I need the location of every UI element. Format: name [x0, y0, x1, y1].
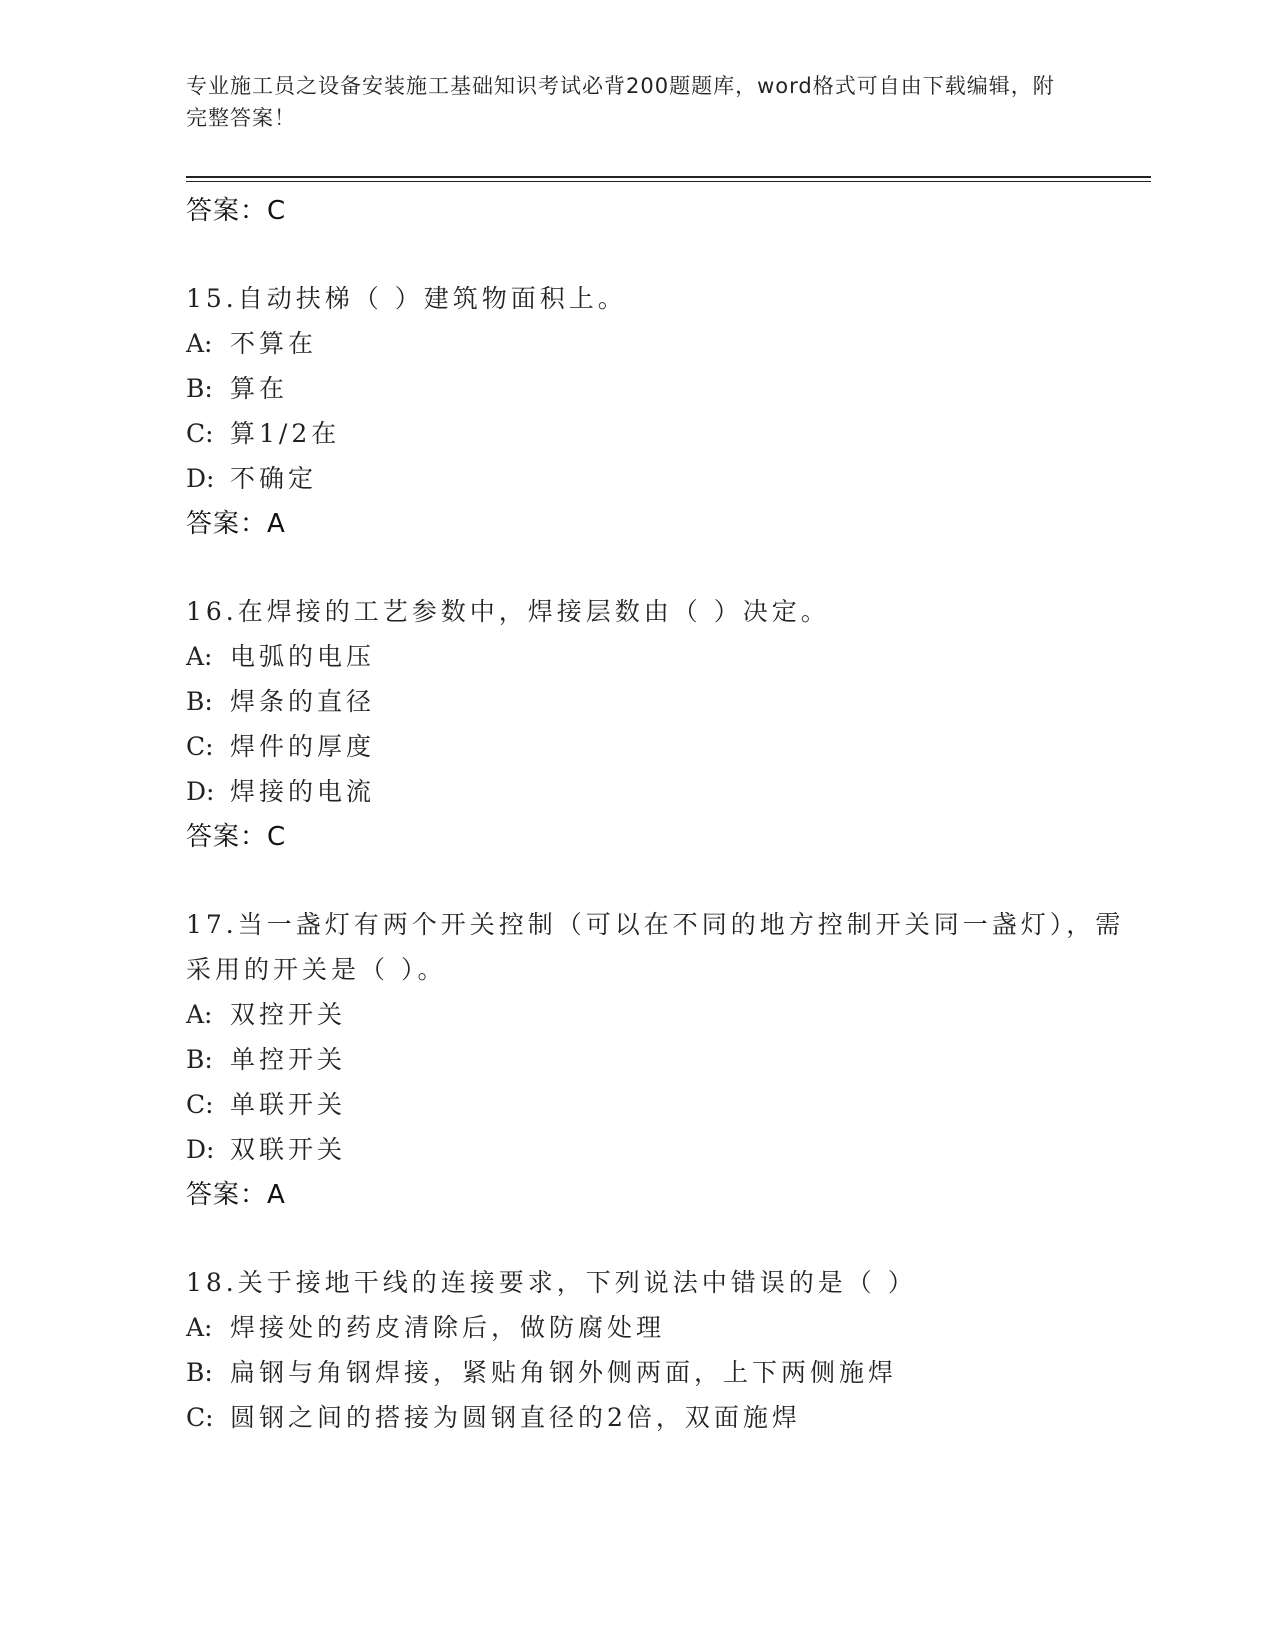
option-letter: C: [186, 1403, 214, 1432]
question-18-option-b [186, 1350, 1126, 1395]
question-17-option-b [186, 1037, 1126, 1082]
spacer [186, 860, 1126, 902]
spacer [186, 1218, 1126, 1260]
option-letter: C: [186, 732, 214, 761]
option-text: 圆钢之间的搭接为圆钢直径的2倍，双面施焊 [230, 1403, 801, 1432]
option-text: 扁钢与角钢焊接，紧贴角钢外侧两面，上下两侧施焊 [230, 1358, 898, 1387]
option-letter: A: [186, 1313, 213, 1342]
question-list [186, 188, 1126, 1440]
spacer [186, 234, 1126, 276]
option-letter: B: [186, 374, 213, 403]
question-15-option-d [186, 456, 1126, 501]
question-18-option-c [186, 1395, 1126, 1440]
option-text: 不确定 [230, 464, 318, 493]
question-15-option-a [186, 321, 1126, 366]
question-16-option-a [186, 634, 1126, 679]
option-letter: D: [186, 1135, 215, 1164]
option-letter: C: [186, 1090, 214, 1119]
option-text: 焊接处的药皮清除后，做防腐处理 [230, 1313, 666, 1342]
answer-line: 答案：C [186, 196, 287, 226]
question-18-option-a [186, 1305, 1126, 1350]
option-letter: D: [186, 777, 215, 806]
option-letter: A: [186, 642, 213, 671]
question-15-option-b [186, 366, 1126, 411]
question-17-answer: 答案：A [186, 1180, 286, 1210]
option-text: 双控开关 [230, 1000, 347, 1029]
option-letter: B: [186, 1045, 213, 1074]
option-text: 焊接的电流 [230, 777, 376, 806]
question-15-text: 15.自动扶梯（ ）建筑物面积上。 [186, 284, 627, 313]
question-15-option-c [186, 411, 1126, 456]
option-text: 电弧的电压 [230, 642, 376, 671]
question-17-option-c [186, 1082, 1126, 1127]
option-letter: A: [186, 1000, 213, 1029]
option-text: 算在 [230, 374, 289, 403]
header-rule-thick [186, 176, 1151, 178]
option-text: 焊件的厚度 [230, 732, 376, 761]
question-16-text: 16.在焊接的工艺参数中，焊接层数由（ ）决定。 [186, 597, 830, 626]
question-15-answer: 答案：A [186, 509, 286, 539]
question-18-text: 18.关于接地干线的连接要求，下列说法中错误的是（ ） [186, 1268, 917, 1297]
option-letter: B: [186, 687, 213, 716]
option-text: 单联开关 [230, 1090, 347, 1119]
question-16-answer: 答案：C [186, 822, 287, 852]
option-letter: D: [186, 464, 215, 493]
option-letter: C: [186, 419, 214, 448]
question-17-text: 17.当一盏灯有两个开关控制（可以在不同的地方控制开关同一盏灯），需采用的开关是（ ）。 [186, 910, 1125, 984]
header-rule-thin [186, 181, 1151, 182]
question-17-option-a [186, 992, 1126, 1037]
option-text: 双联开关 [230, 1135, 347, 1164]
question-16-option-d [186, 769, 1126, 814]
option-text: 算1/2在 [230, 419, 341, 448]
option-text: 焊条的直径 [230, 687, 376, 716]
option-text: 单控开关 [230, 1045, 347, 1074]
spacer [186, 547, 1126, 589]
question-17-option-d [186, 1127, 1126, 1172]
option-letter: A: [186, 329, 213, 358]
option-text: 不算在 [230, 329, 318, 358]
option-letter: B: [186, 1358, 213, 1387]
question-16-option-c [186, 724, 1126, 769]
document-header: 专业施工员之设备安装施工基础知识考试必背200题题库，word格式可自由下载编辑，附完整答案！ [186, 74, 1055, 130]
question-16-option-b [186, 679, 1126, 724]
